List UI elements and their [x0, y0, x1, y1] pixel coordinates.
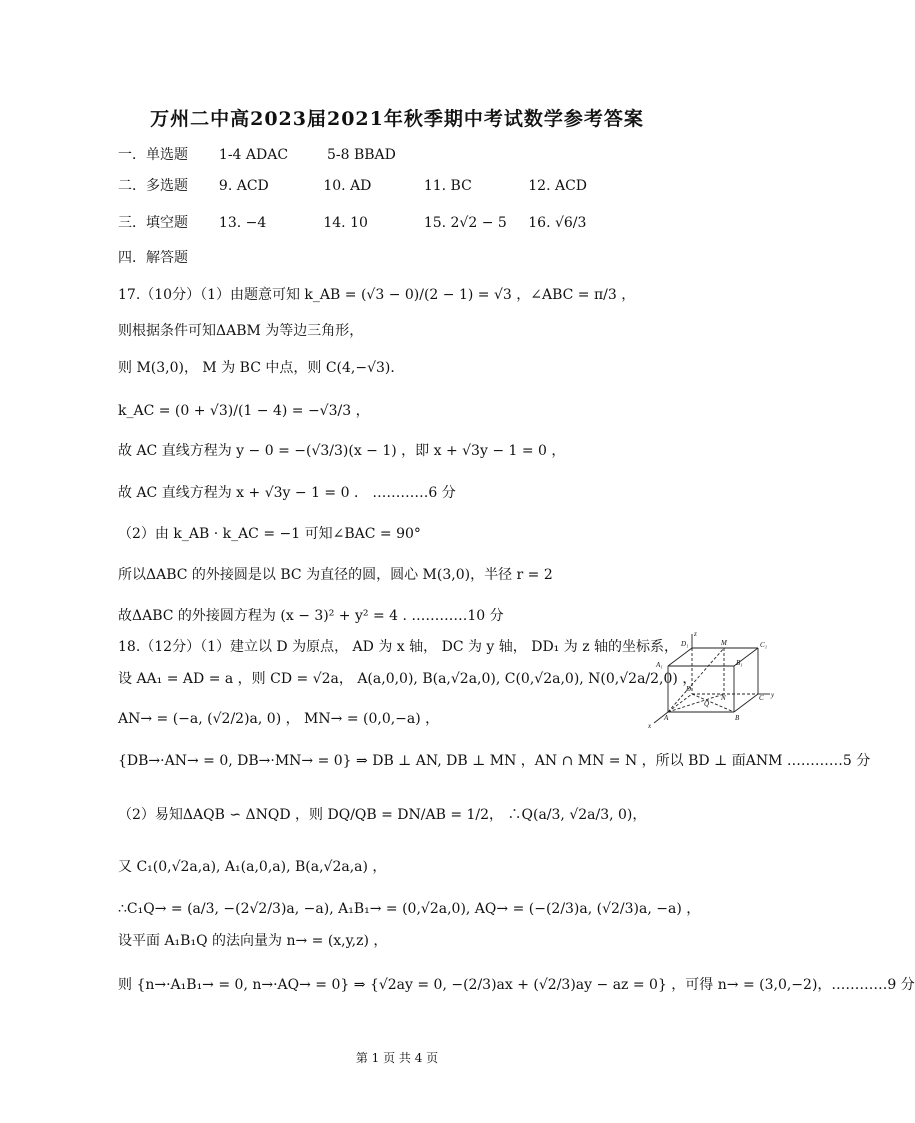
section-multi-choice: [118, 177, 587, 195]
q17-line: 故 AC 直线方程为 y − 0 = −(√3/3)(x − 1) ，即 x + √3y − 1 = 0 ，: [118, 443, 566, 459]
figure-label: N: [721, 694, 726, 702]
q18-line: 设 AA₁ = AD = a ，则 CD = √2a， A(a,0,0), B(a,√2a,0), C(0,√2a,0), N(0,√2a/2,0) ，: [118, 671, 697, 687]
answer-item: 15. 2√2 − 5: [423, 215, 507, 231]
q18-line: ∴C₁Q→ = (a/3, −(2√2/3)a, −a), A₁B₁→ = (0,√2a,0), AQ→ = (−(2/3)a, (√2/3)a, −a) ，: [118, 901, 701, 917]
q18-line: （2）易知ΔAQB ∽ ΔNQD ，则 DQ/QB = DN/AB = 1/2， ∴Q(a/3, √2a/3, 0)，: [118, 807, 647, 823]
answer-item: 14. 10: [323, 215, 368, 231]
q17-line: 则根据条件可知ΔABM 为等边三角形，: [118, 323, 364, 339]
answer-item: 13. −4: [218, 215, 267, 231]
page-title: 万州二中高2023届2021年秋季期中考试数学参考答案: [150, 108, 644, 130]
cuboid-figure: [648, 630, 778, 730]
figure-label: y: [771, 691, 775, 699]
q18-line: 设平面 A₁B₁Q 的法向量为 n→ = (x,y,z) ，: [118, 933, 388, 949]
figure-label: Q: [704, 700, 710, 708]
answer-item: 9. ACD: [218, 178, 269, 194]
figure-label: C₁: [760, 641, 768, 649]
q17-line: 故 AC 直线方程为 x + √3y − 1 = 0 ． …………6 分: [118, 485, 456, 501]
q17-line: 故ΔABC 的外接圆方程为 (x − 3)² + y² = 4 . …………10 分: [118, 608, 504, 624]
section-label: 一．单选题: [118, 147, 188, 163]
q17-line: 所以ΔABC 的外接圆是以 BC 为直径的圆，圆心 M(3,0)，半径 r = 2: [118, 567, 553, 583]
q18-line: 18.（12分）（1）建立以 D 为原点， AD 为 x 轴， DC 为 y 轴， DD₁ 为 z 轴的坐标系，: [118, 639, 679, 655]
figure-label: D: [686, 685, 692, 693]
figure-label: B: [735, 714, 740, 722]
figure-label: D₁: [681, 640, 689, 648]
figure-label: M: [721, 639, 727, 647]
figure-label: A: [664, 714, 669, 722]
q17-line: k_AC = (0 + √3)/(1 − 4) = −√3/3 ，: [118, 403, 370, 419]
section-single-choice: [118, 146, 396, 164]
answer-item: 1-4 ADAC: [218, 147, 289, 163]
answer-item: 11. BC: [423, 178, 472, 194]
q17-line: 则 M(3,0)， M 为 BC 中点，则 C(4,−√3)．: [118, 360, 405, 376]
figure-label: x: [648, 722, 652, 730]
answer-item: 5-8 BBAD: [326, 147, 396, 163]
figure-label: z: [694, 630, 697, 638]
q18-line: AN→ = (−a, (√2/2)a, 0) ， MN→ = (0,0,−a) ，: [118, 711, 440, 727]
q18-line: 又 C₁(0,√2a,a), A₁(a,0,a), B(a,√2a,a) ，: [118, 859, 387, 875]
section-fill-blank: [118, 214, 586, 232]
section-label: 三．填空题: [118, 215, 188, 231]
section-label: 二．多选题: [118, 178, 188, 194]
figure-label: A₁: [656, 661, 663, 669]
answer-item: 12. ACD: [528, 178, 588, 194]
figure-label: B₁: [736, 659, 743, 667]
answer-item: 16. √6/3: [528, 215, 587, 231]
q17-line: （2）由 k_AB · k_AC = −1 可知∠BAC = 90°: [118, 526, 421, 542]
section-solutions: 四．解答题: [118, 250, 188, 266]
page-footer: 第 1 页 共 4 页: [355, 1051, 439, 1065]
figure-label: C: [759, 694, 764, 702]
q18-line: 则 {n→·A₁B₁→ = 0, n→·AQ→ = 0} ⇒ {√2ay = 0, −(2/3)ax + (√2/3)ay − az = 0} ，可得 n→ = (3,0,−2)，…………9 分: [118, 977, 915, 993]
q18-line: {DB→·AN→ = 0, DB→·MN→ = 0} ⇒ DB ⊥ AN, DB ⊥ MN ，AN ∩ MN = N ，所以 BD ⊥ 面ANM …………5 分: [118, 753, 871, 769]
answer-item: 10. AD: [323, 178, 372, 194]
q17-line: 17.（10分）（1）由题意可知 k_AB = (√3 − 0)/(2 − 1) = √3 ，∠ABC = π/3 ，: [118, 287, 636, 303]
